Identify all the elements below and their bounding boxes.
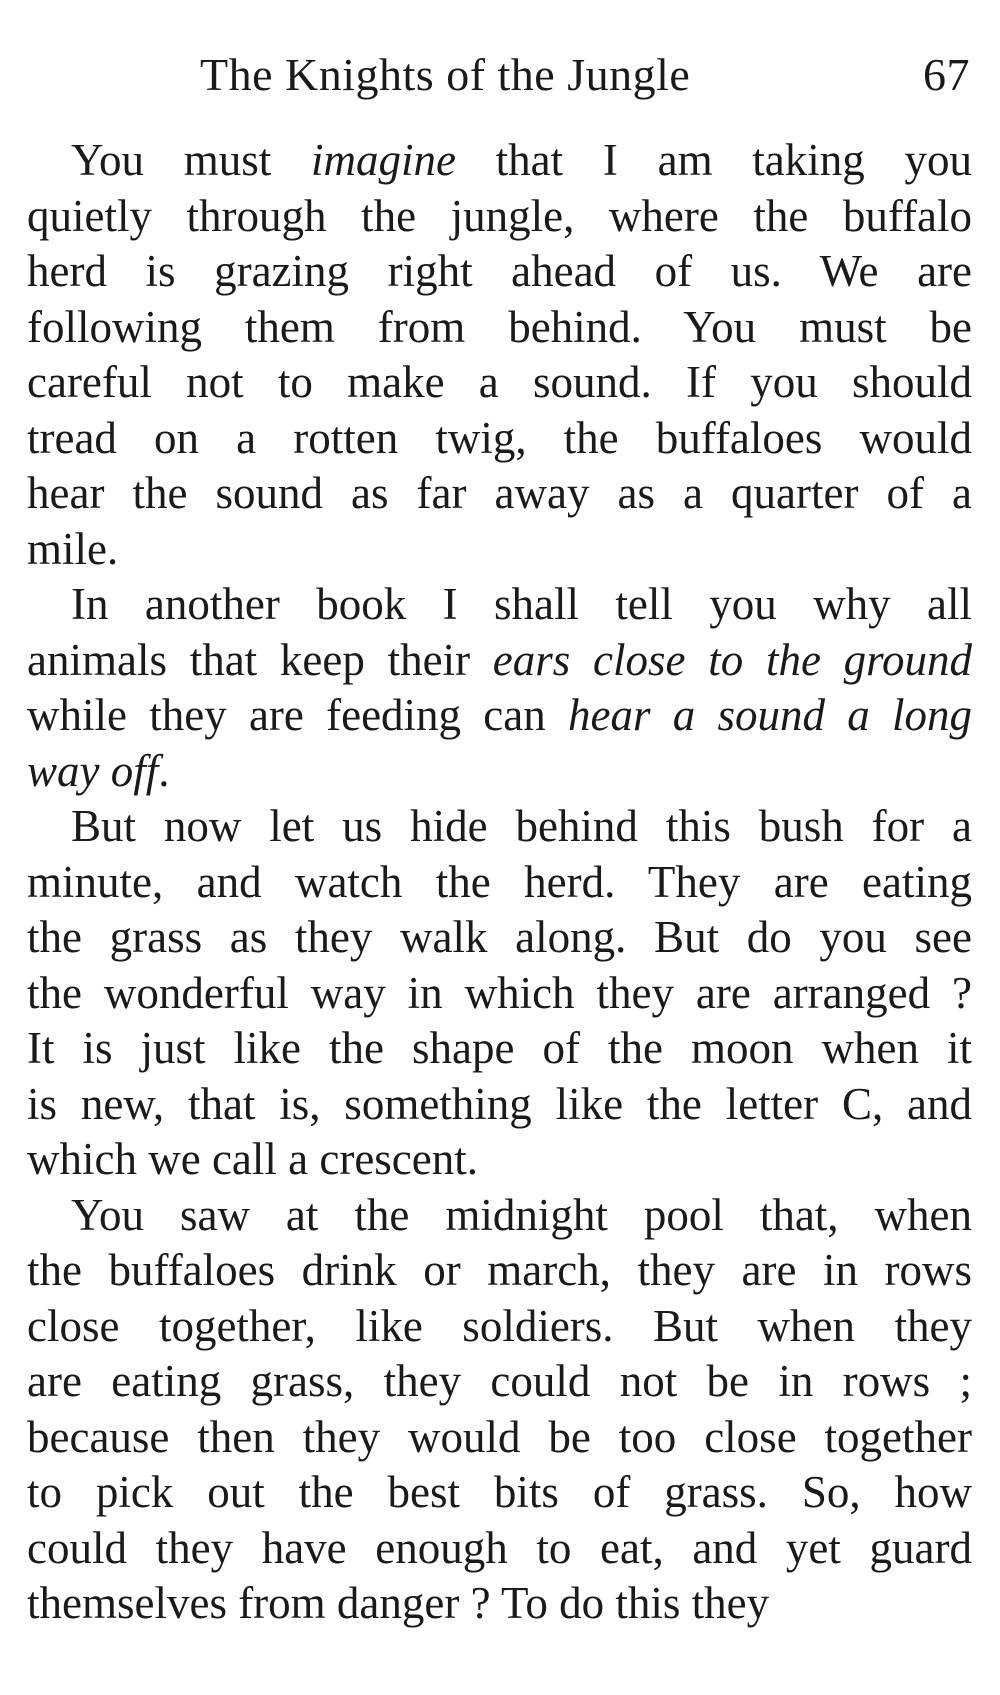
text-run: which we call a crescent. xyxy=(27,1134,479,1184)
text-line xyxy=(27,966,972,1022)
text-line xyxy=(27,577,972,633)
text-run: the wonderful way in which they are arranged ? xyxy=(27,967,972,1018)
text-run: the grass as they walk along. But do you see xyxy=(27,912,972,962)
text-run: . xyxy=(158,745,170,796)
text-line xyxy=(27,1077,972,1133)
running-title: The Knights of the Jungle xyxy=(200,49,691,100)
text-line xyxy=(27,799,972,855)
text-line xyxy=(27,522,972,578)
text-line xyxy=(27,1243,972,1299)
text-line xyxy=(27,1410,972,1466)
text-line xyxy=(27,466,972,522)
text-line xyxy=(27,1576,972,1632)
text-line xyxy=(27,855,972,911)
paragraph xyxy=(27,1188,972,1632)
text-run: that I am taking you xyxy=(455,135,972,185)
text-run: close together, like soldiers. But when they xyxy=(27,1300,972,1351)
body-text xyxy=(27,133,972,1632)
text-run: could they have enough to eat, and yet guard xyxy=(27,1522,972,1573)
text-run: quietly through the jungle, where the buffalo xyxy=(27,190,972,241)
text-line xyxy=(27,1521,972,1577)
text-line xyxy=(27,1299,972,1355)
text-run: is new, that is, something like the letter C, and xyxy=(27,1078,972,1129)
text-run: minute, and watch the herd. They are eating xyxy=(27,856,972,907)
text-line xyxy=(27,688,972,744)
text-line xyxy=(27,355,972,411)
text-run: hear the sound as far away as a quarter of a xyxy=(27,468,972,518)
paragraph xyxy=(27,577,972,799)
running-head xyxy=(200,40,970,110)
text-line xyxy=(27,1465,972,1521)
text-line xyxy=(27,744,972,800)
text-line xyxy=(27,1354,972,1410)
italic-text: hear a sound a long xyxy=(568,690,973,740)
text-line xyxy=(27,189,972,245)
text-line xyxy=(27,300,972,356)
text-run: tread on a rotten twig, the buffaloes would xyxy=(27,412,972,463)
text-line xyxy=(27,633,972,689)
text-run: following them from behind. You must be xyxy=(27,301,972,352)
text-run: careful not to make a sound. If you should xyxy=(27,357,972,407)
text-line xyxy=(27,910,972,966)
text-run: mile. xyxy=(27,523,119,574)
text-run: In another book I shall tell you why all xyxy=(71,579,972,629)
italic-text: way off xyxy=(27,745,159,796)
text-run: It is just like the shape of the moon when it xyxy=(27,1023,972,1073)
text-run: the buffaloes drink or march, they are in rows xyxy=(27,1245,972,1295)
text-run: animals that keep their xyxy=(27,634,493,685)
paragraph xyxy=(27,799,972,1188)
text-line xyxy=(27,133,972,189)
paragraph xyxy=(27,133,972,577)
text-run: You must xyxy=(71,135,311,185)
text-run: You saw at the midnight pool that, when xyxy=(71,1189,972,1240)
text-line xyxy=(27,244,972,300)
text-run: while they are feeding can xyxy=(27,690,569,740)
italic-text: imagine xyxy=(310,135,456,185)
text-run: herd is grazing right ahead of us. We are xyxy=(27,246,972,296)
text-run: are eating grass, they could not be in rows ; xyxy=(27,1356,972,1406)
text-line xyxy=(27,1021,972,1077)
italic-text: ears close to the ground xyxy=(492,634,973,685)
text-run: But now let us hide behind this bush for a xyxy=(71,801,972,851)
text-run: because then they would be too close together xyxy=(27,1411,972,1462)
text-line xyxy=(27,1188,972,1244)
page-number: 67 xyxy=(923,49,970,100)
text-line xyxy=(27,411,972,467)
text-line xyxy=(27,1132,972,1188)
text-run: to pick out the best bits of grass. So, how xyxy=(27,1467,972,1517)
text-run: themselves from danger ? To do this they xyxy=(27,1578,770,1628)
